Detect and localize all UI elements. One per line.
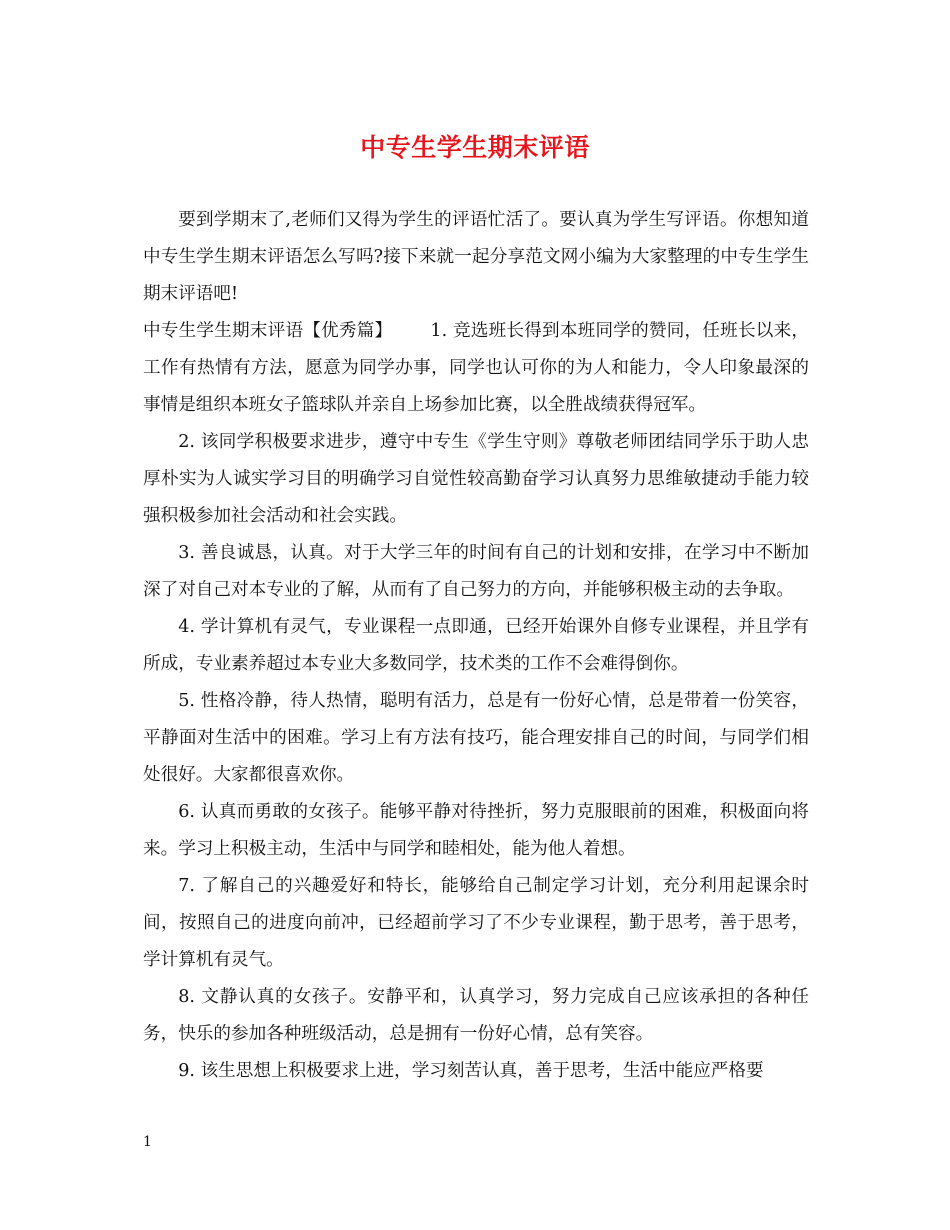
- page-number: 1: [143, 1134, 152, 1150]
- document-title: 中专生学生期末评语: [360, 133, 590, 162]
- comment-item-1: 1. 竞选班长得到本班同学的赞同，任班长以来，工作有热情有方法，愿意为同学办事，同学也认可你的为人和能力，令人印象最深的事情是组织本班女子篮球队并亲自上场参加比赛，以全胜战绩获得冠军。: [143, 321, 809, 415]
- comment-item-2: 2. 该同学积极要求进步，遵守中专生《学生守则》尊敬老师团结同学乐于助人忠厚朴实为人诚实学习目的明确学习自觉性较高勤奋学习认真努力思维敏捷动手能力较强积极参加社会活动和社会实践。: [143, 432, 809, 526]
- section-paragraph: [143, 313, 809, 424]
- comment-item-7: 7. 了解自己的兴趣爱好和特长，能够给自己制定学习计划，充分利用起课余时间，按照自己的进度向前冲，已经超前学习了不少专业课程，勤于思考，善于思考，学计算机有灵气。: [143, 876, 809, 970]
- comment-item-8: 8. 文静认真的女孩子。安静平和，认真学习，努力完成自己应该承担的各种任务，快乐的参加各种班级活动，总是拥有一份好心情，总有笑容。: [143, 987, 809, 1044]
- comment-item-6: 6. 认真而勇敢的女孩子。能够平静对待挫折，努力克服眼前的困难，积极面向将来。学习上积极主动，生活中与同学和睦相处，能为他人着想。: [143, 802, 809, 859]
- comment-item-4: 4. 学计算机有灵气，专业课程一点即通，已经开始课外自修专业课程，并且学有所成，专业素养超过本专业大多数同学，技术类的工作不会难得倒你。: [143, 617, 809, 674]
- comment-item-5: 5. 性格冷静，待人热情，聪明有活力，总是有一份好心情，总是带着一份笑容，平静面对生活中的困难。学习上有方法有技巧，能合理安排自己的时间，与同学们相处很好。大家都很喜欢你。: [143, 691, 809, 785]
- intro-paragraph: 要到学期末了,老师们又得为学生的评语忙活了。要认真为学生写评语。你想知道中专生学生期末评语怎么写吗?接下来就一起分享范文网小编为大家整理的中专生学生期末评语吧!: [143, 210, 809, 304]
- comment-item-3: 3. 善良诚恳，认真。对于大学三年的时间有自己的计划和安排，在学习中不断加深了对自己对本专业的了解，从而有了自己努力的方向，并能够积极主动的去争取。: [143, 543, 809, 600]
- section-heading: 中专生学生期末评语【优秀篇】: [143, 321, 393, 341]
- comment-item-9: 9. 该生思想上积极要求上进，学习刻苦认真，善于思考，生活中能应严格要: [178, 1061, 764, 1081]
- document-body: [143, 202, 809, 1090]
